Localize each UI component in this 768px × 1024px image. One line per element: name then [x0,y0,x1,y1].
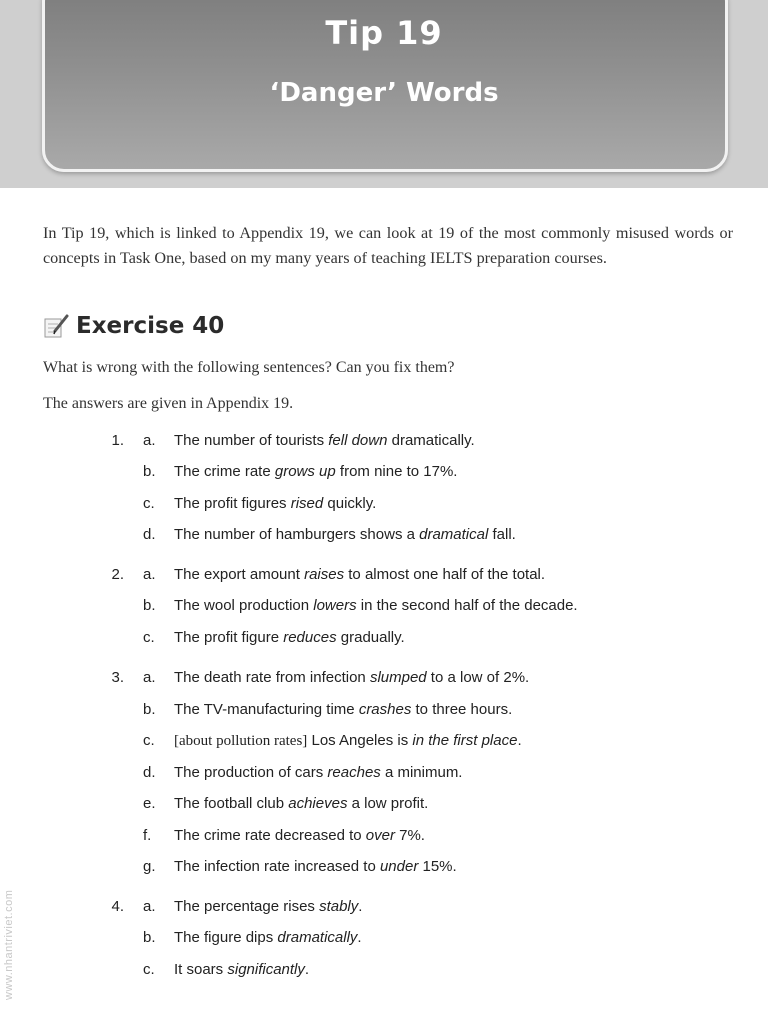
danger-word: significantly [227,961,305,978]
item-letter: e. [143,795,156,812]
item-letter: b. [143,701,156,718]
item-sentence [174,961,309,978]
tip-subtitle: ‘Danger’ Words [269,78,499,108]
item-letter: a. [143,898,156,915]
item-letter: b. [143,597,156,614]
danger-word: raises [304,566,345,583]
exercise-item [0,858,768,880]
item-letter: c. [143,495,155,512]
item-sentence [174,898,362,915]
sentence-text: quickly. [323,495,377,512]
item-context-note: [about pollution rates] [174,733,308,749]
sentence-text: in the second half of the decade. [356,597,578,614]
sentence-text: The football club [174,795,289,812]
question-number: 4. [111,898,124,915]
item-sentence [174,463,457,480]
exercise-item [0,929,768,951]
exercise-heading [43,308,224,344]
tip-title: Tip 19 [325,14,443,52]
danger-word: crashes [358,701,412,718]
item-sentence [174,597,578,614]
sentence-text: The number of tourists [174,432,329,449]
sentence-text: Los Angeles is [307,732,413,749]
exercise-item [0,795,768,817]
question-number: 3. [111,669,124,686]
sentence-text: The figure dips [174,929,278,946]
exercise-item [0,732,768,754]
item-sentence [174,764,462,781]
exercise-item [0,669,768,691]
exercise-item [0,701,768,723]
sentence-text: The profit figures [174,495,291,512]
sentence-text: . [358,898,363,915]
danger-word: in the first place [412,732,518,749]
item-sentence [174,827,425,844]
item-letter: g. [143,858,156,875]
danger-word: slumped [369,669,427,686]
exercise-item [0,463,768,485]
danger-word: dramatically [277,929,358,946]
danger-word: lowers [313,597,357,614]
sentence-text: dramatically. [387,432,475,449]
sentence-text: a low profit. [347,795,429,812]
item-sentence [174,432,475,449]
sentence-text: The TV-manufacturing time [174,701,359,718]
sentence-text: 7%. [394,827,425,844]
item-letter: f. [143,827,152,844]
question-number: 2. [111,566,124,583]
item-sentence [174,669,529,686]
item-sentence [174,795,428,812]
item-letter: c. [143,961,155,978]
item-letter: a. [143,566,156,583]
sentence-text: The wool production [174,597,314,614]
exercise-item [0,961,768,983]
danger-word: fell down [328,432,388,449]
sentence-text: . [304,961,310,978]
sentence-text: to almost one half of the total. [344,566,546,583]
answers-note: The answers are given in Appendix 19. [43,395,294,412]
danger-word: grows up [274,463,336,480]
item-sentence [174,929,362,946]
sentence-text: 15%. [418,858,457,875]
item-letter: c. [143,732,155,749]
sentence-text: from nine to 17%. [335,463,458,480]
exercise-title: Exercise 40 [76,313,225,339]
exercise-item [0,597,768,619]
sentence-text: The export amount [174,566,305,583]
exercise-item [0,898,768,920]
item-sentence [174,629,405,646]
sentence-text: . [517,732,522,749]
item-sentence [174,495,376,512]
danger-word: rised [290,495,324,512]
item-sentence [174,701,512,718]
exercise-item [0,526,768,548]
exercise-item [0,432,768,454]
sentence-text: The infection rate increased to [174,858,380,875]
chapter-header [0,0,768,188]
sentence-text: fall. [488,526,516,543]
exercise-item [0,827,768,849]
intro-paragraph: In Tip 19, which is linked to Appendix 19, we can look at 19 of the most commonly misused words or concepts in Task One, based on my many years of teaching IELTS preparation courses. [43,224,733,267]
item-letter: b. [143,929,156,946]
item-letter: a. [143,432,156,449]
item-sentence [174,526,516,543]
watermark: www.nhantriviet.com [3,889,15,1000]
danger-word: achieves [288,795,348,812]
sentence-text: It soars [174,961,228,978]
item-letter: c. [143,629,155,646]
danger-word: under [379,858,419,875]
sentence-text: The percentage rises [174,898,320,915]
notepad-pencil-icon [43,313,69,339]
exercise-item [0,764,768,786]
item-sentence [174,732,522,750]
exercise-question: What is wrong with the following sentences? Can you fix them? [43,359,455,376]
item-letter: b. [143,463,156,480]
item-sentence [174,858,457,875]
sentence-text: . [357,929,362,946]
question-number: 1. [111,432,124,449]
sentence-text: to a low of 2%. [426,669,530,686]
sentence-text: The number of hamburgers shows a [174,526,420,543]
sentence-text: The production of cars [174,764,328,781]
danger-word: reduces [283,629,337,646]
danger-word: over [365,827,395,844]
danger-word: reaches [327,764,381,781]
exercise-item [0,566,768,588]
sentence-text: The crime rate [174,463,275,480]
item-letter: a. [143,669,156,686]
sentence-text: gradually. [336,629,405,646]
exercise-item [0,629,768,651]
sentence-text: The death rate from infection [174,669,370,686]
item-letter: d. [143,764,156,781]
item-sentence [174,566,545,583]
sentence-text: The profit figure [174,629,284,646]
item-letter: d. [143,526,156,543]
danger-word: stably [319,898,359,915]
sentence-text: The crime rate decreased to [174,827,366,844]
sentence-text: a minimum. [380,764,463,781]
sentence-text: to three hours. [411,701,513,718]
danger-word: dramatical [419,526,489,543]
exercise-item [0,495,768,517]
